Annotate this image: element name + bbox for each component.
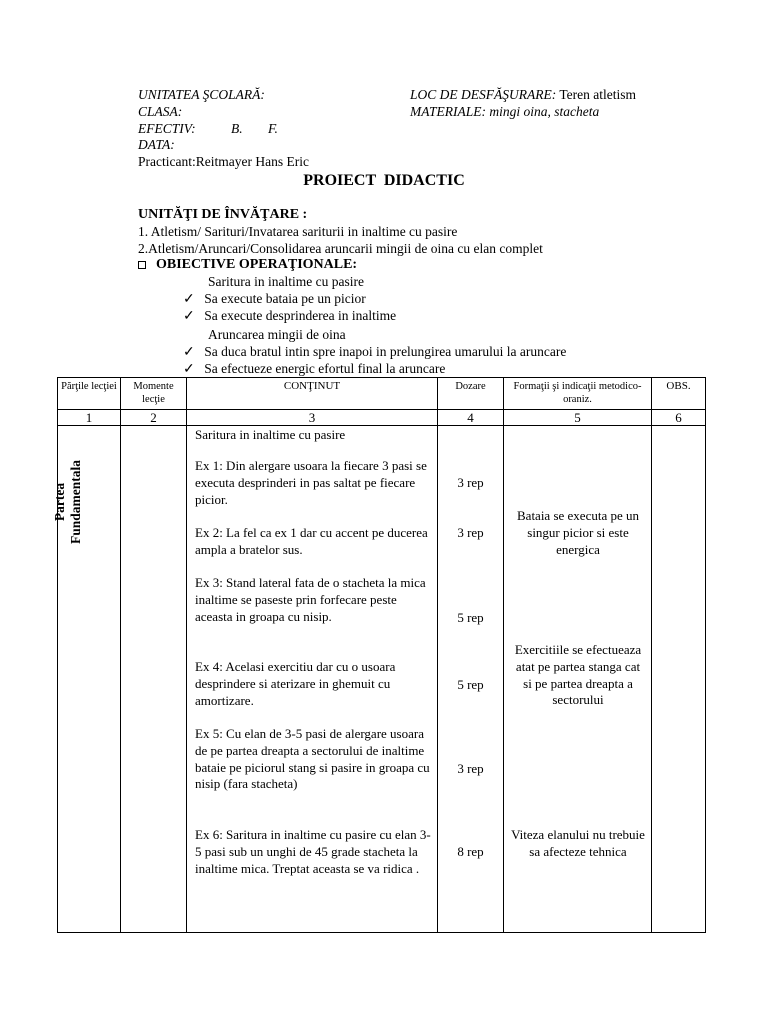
dozare-value: 5 rep [457, 610, 484, 625]
efectiv-label: EFECTIV: [138, 121, 196, 136]
practicant: Practicant:Reitmayer Hans Eric [138, 154, 309, 169]
materiale-line [410, 104, 599, 120]
dozare-value: 3 rep [457, 761, 484, 776]
col-number: 2 [121, 410, 187, 426]
loc-value: Teren atletism [559, 87, 637, 102]
unitati-item-1: 1. Atletism/ Sarituri/Invatarea sariturii in inaltime cu pasire [138, 224, 458, 239]
obiectiv-item [183, 308, 396, 325]
unitati-heading: UNITĂŢI DE ÎNVĂŢARE : [138, 207, 308, 222]
header-continut: CONŢINUT [187, 378, 438, 410]
header-momente: Momente lecţie [121, 378, 187, 410]
materiale-label: MATERIALE: [410, 104, 486, 119]
col-number: 6 [652, 410, 706, 426]
dozare-value: 3 rep [457, 475, 484, 490]
content-title: Saritura in inaltime cu pasire [195, 427, 346, 442]
obiective-sub-2: Aruncarea mingii de oina [208, 327, 346, 342]
obs-cell [652, 426, 706, 933]
loc-label: LOC DE DESFĂŞURARE: [410, 87, 557, 102]
exercise-3: Ex 3: Stand lateral fata de o stacheta la mica inaltime se paseste prin forfecare peste aceasta in groapa cu nisip. [195, 575, 426, 624]
exercise-4: Ex 4: Acelasi exercitiu dar cu o usoara desprindere si aterizare in ghemuit cu amortizare. [195, 659, 396, 708]
obiectiv-text: Sa efectueze energic efortul final la aruncare [204, 361, 446, 376]
moment-cell [121, 426, 187, 933]
obiectiv-text: Sa duca bratul intin spre inapoi in prelungirea umarului la aruncare [204, 344, 567, 359]
obiective-heading: OBIECTIVE OPERAŢIONALE: [156, 257, 358, 272]
obiectiv-text: Sa execute bataia pe un picior [204, 291, 366, 306]
dozare-value: 8 rep [457, 844, 484, 859]
efectiv-f: F. [268, 121, 278, 136]
col-number: 4 [438, 410, 504, 426]
table-row [58, 426, 706, 933]
dozare-cell [438, 426, 504, 933]
obiective-heading-line [138, 257, 357, 273]
content-cell [187, 426, 438, 933]
table-number-row [58, 410, 706, 426]
loc-line [410, 87, 636, 103]
exercise-5: Ex 5: Cu elan de 3-5 pasi de alergare usoara de pe partea dreapta a sectorului de inaltime bataie pe piciorul stang si pasire in groapa cu nisip (fara stacheta) [195, 726, 430, 792]
checkmark-icon: ✓ [183, 345, 195, 360]
header-partile: Părţile lecţiei [58, 378, 121, 410]
unitatea-label: UNITATEA ŞCOLARĂ: [138, 87, 265, 102]
formatii-note: Viteza elanului nu trebuie sa afecteze tehnica [511, 827, 645, 859]
square-bullet-icon [138, 261, 146, 269]
formatii-cell [504, 426, 652, 933]
part-cell [52, 426, 121, 933]
obiectiv-item [183, 291, 366, 308]
checkmark-icon: ✓ [183, 292, 195, 307]
checkmark-icon: ✓ [183, 362, 195, 377]
unitati-item-2: 2.Atletism/Aruncari/Consolidarea aruncarii mingii de oina cu elan complet [138, 241, 543, 256]
formatii-note: Exercitiile se efectueaza atat pe partea stanga cat si pe partea dreapta a sectorului [514, 642, 642, 708]
exercise-1: Ex 1: Din alergare usoara la fiecare 3 pasi se executa desprinderi in pas saltat pe fiecare picior. [195, 458, 427, 507]
col-number: 5 [504, 410, 652, 426]
dozare-value: 5 rep [457, 677, 484, 692]
header-obs: OBS. [652, 378, 706, 410]
document-title: PROIECT DIDACTIC [303, 172, 465, 189]
header-formatii: Formaţii şi indicaţii metodico-oraniz. [504, 378, 652, 410]
efectiv-b: B. [231, 121, 243, 136]
col-number: 1 [58, 410, 121, 426]
formatii-note: Bataia se executa pe un singur picior si este energica [517, 508, 639, 557]
table-header-row [58, 378, 706, 410]
data-label: DATA: [138, 137, 175, 152]
obiective-sub-1: Saritura in inaltime cu pasire [208, 274, 364, 289]
exercise-6: Ex 6: Saritura in inaltime cu pasire cu elan 3-5 pasi sub un unghi de 45 grade stacheta la inaltime mica. Treptat aceasta se va ridica . [195, 827, 431, 876]
materiale-value: mingi oina, stacheta [489, 104, 600, 119]
dozare-value: 3 rep [457, 525, 484, 540]
checkmark-icon: ✓ [183, 309, 195, 324]
obiectiv-item [183, 344, 566, 361]
obiectiv-text: Sa execute desprinderea in inaltime [204, 308, 397, 323]
clasa-label: CLASA: [138, 104, 183, 119]
lesson-table [52, 377, 706, 933]
exercise-2: Ex 2: La fel ca ex 1 dar cu accent pe ducerea ampla a bratelor sus. [195, 525, 428, 557]
col-number: 3 [187, 410, 438, 426]
header-dozare: Dozare [438, 378, 504, 410]
obiectiv-item [183, 361, 445, 378]
part-name: Partea Fundamentala [52, 460, 83, 545]
